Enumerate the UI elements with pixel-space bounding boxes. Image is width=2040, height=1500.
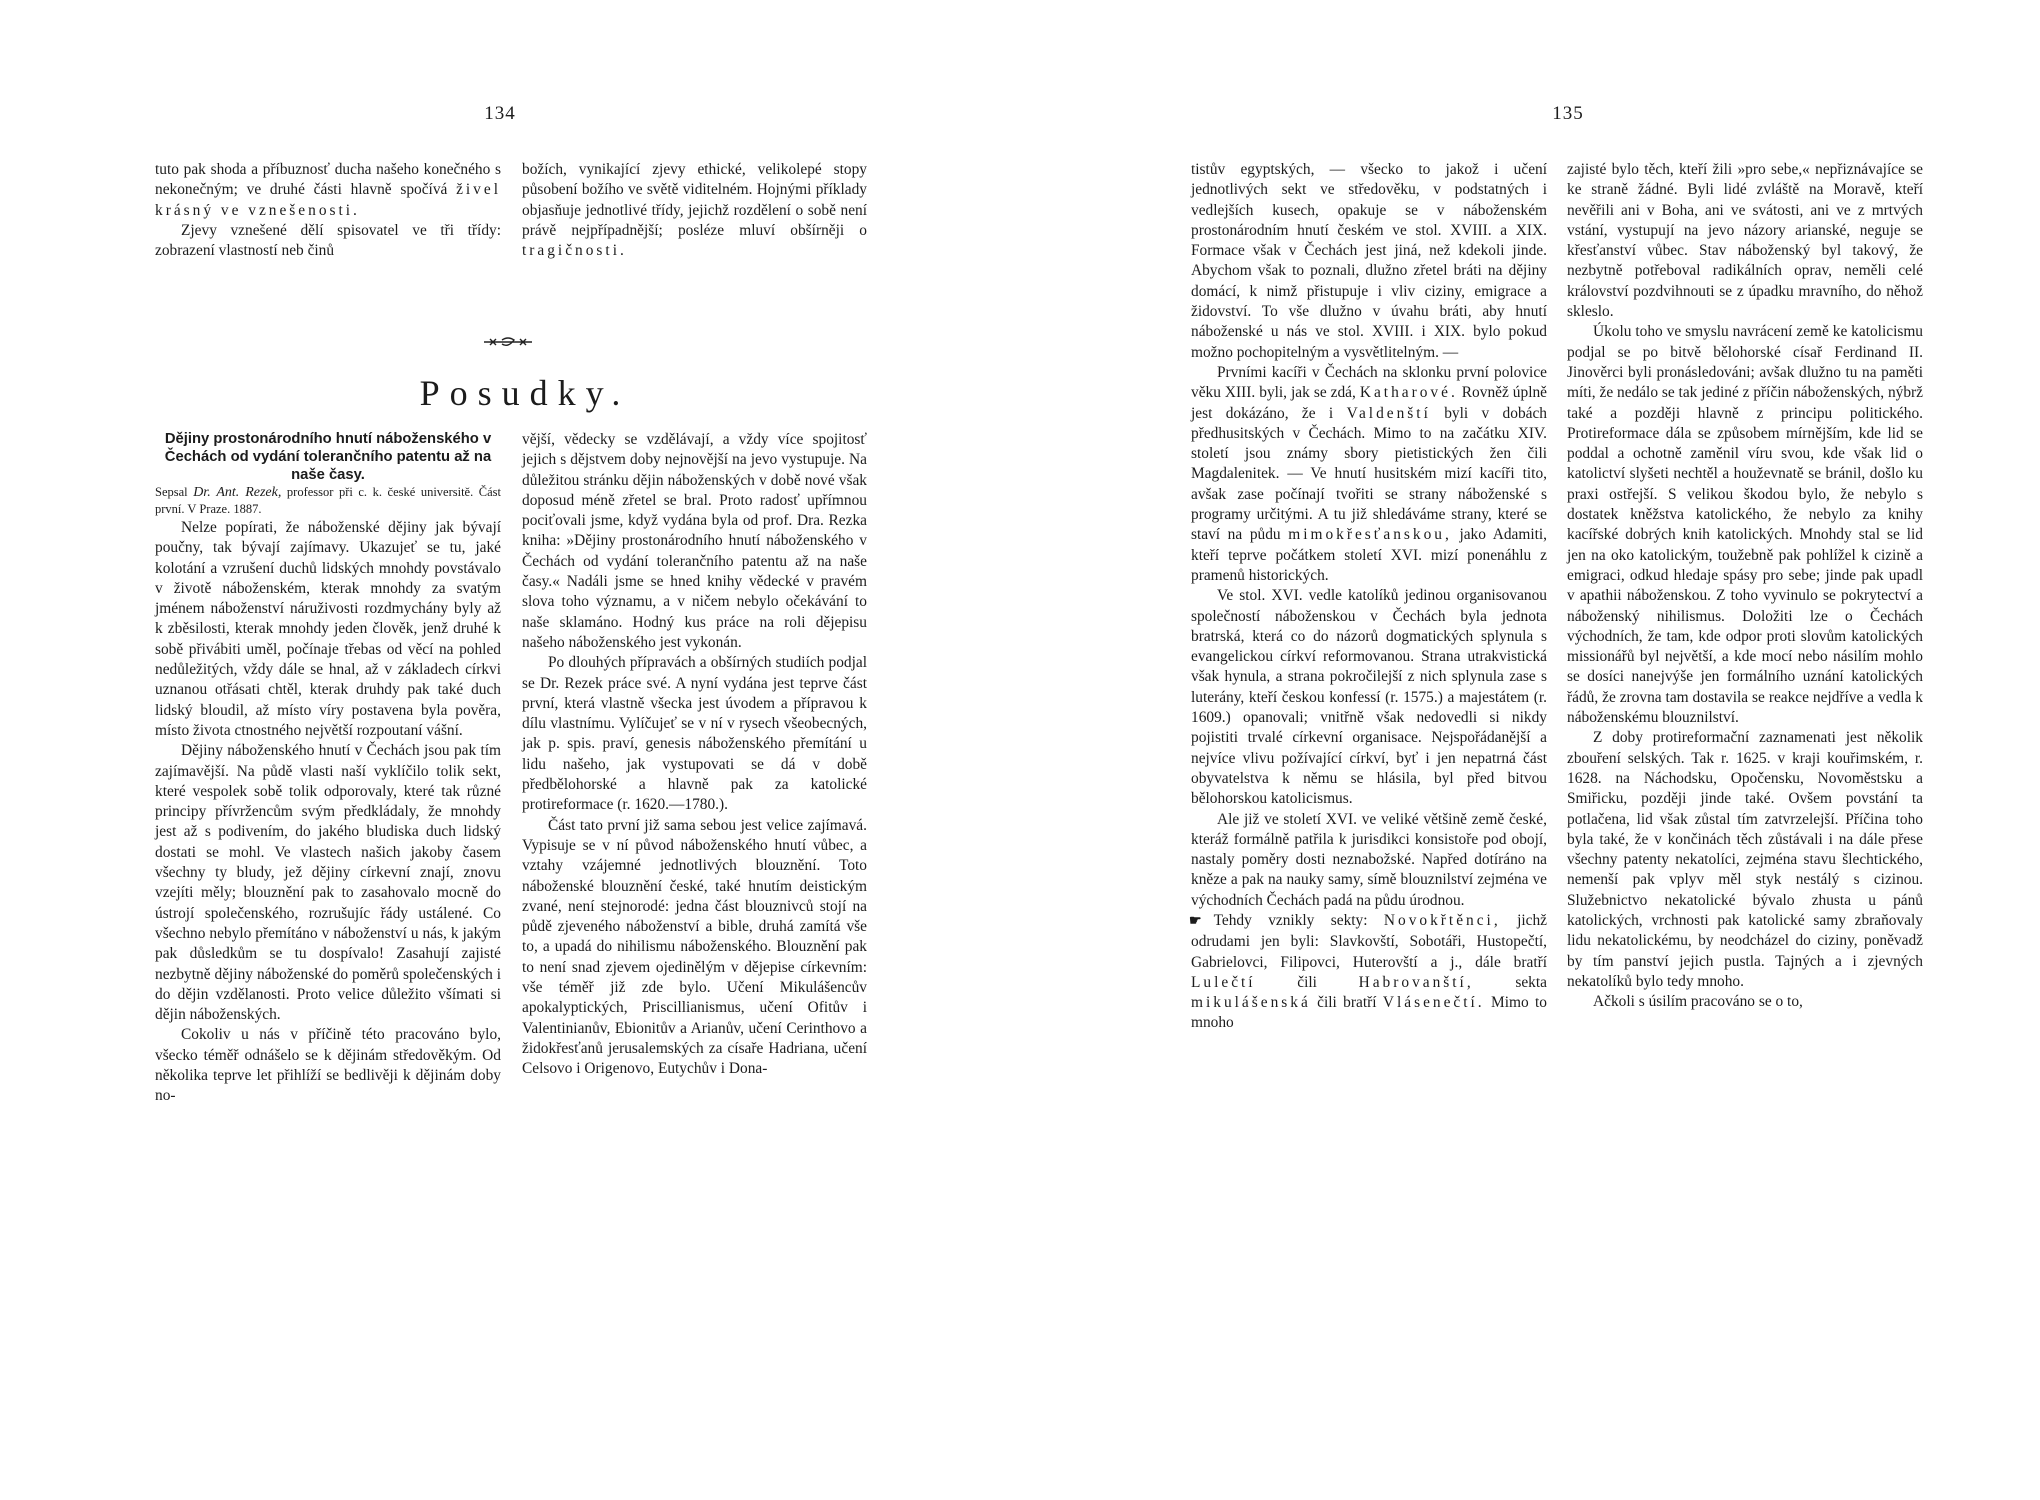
left-top-column-1: [155, 160, 501, 261]
paragraph: Ale již ve století XVI. ve veliké většině země české, kteráž formálně patřila k jurisdikci konsistoře pod obojí, nastaly poměry dosti neznabožské. Napřed dotíráno na kněze a pak na nauky samy, símě blouznilství zejména ve východních Čechách padá na půdu úrodnou.: [1191, 810, 1547, 909]
paragraph: Po dlouhých přípravách a obšírných studiích podjal se Dr. Rezek práce své. A nyní vydána jest teprve část první, která vlastně všecka jest úvodem a přípravou k dílu vlastnímu. Vylíčujeť se v ní v rysech všeobecných, jak p. spis. praví, genesis náboženského přemítání u lidu našeho, jak vystupovati se dá v době předbělohorské a hlavně pak za katolické protireformace (r. 1620.—1780.).: [522, 654, 867, 814]
paragraph: Ačkoli s úsilím pracováno se o to,: [1593, 993, 1803, 1011]
left-top-column-2: [522, 160, 867, 261]
pointing-hand-icon: ☛: [1189, 913, 1202, 929]
left-bottom-column-2: [522, 430, 867, 1080]
paragraph: Dějiny náboženského hnutí v Čechách jsou pak tím zajímavější. Na půdě vlasti naší vyklíčilo tolik sekt, které vespolek sobě tolik odporovaly, které tak různé principy přívržencům svým předkládaly, že mnohdy jest až s podivením, do jakého bludiska duch lidský dostati se mohl. Ve vlastech našich jakoby časem všechny ty bludy, jež dějiny církevní znají, znovu vzejíti měly; blouznění pak to zasahovalo mocně do ústrojí společenského, rozrušujíc řády ustálené. Co všechno nebylo přemítáno v náboženství u nás, k jakým pak důsledkům se tu dospívalo! Zasahují zajisté nezbytně dějiny náboženské do poměrů společenských i do dějin vzdělanosti. Proto velice důležito všímati si dějin náboženských.: [155, 742, 501, 1024]
left-bottom-column-1: [155, 430, 501, 1107]
intro-paragraph-2: Zjevy vznešené dělí spisovatel ve tři třídy: zobrazení vlastností neb činů: [155, 221, 501, 260]
paragraph: Cokoliv u nás v příčině této pracováno bylo, všecko téměř odnášelo se k dějinám středověkým. Od několika teprve let přihlíží se bedlivěji k dějinám doby no-: [155, 1026, 501, 1105]
review-title: Dějiny prostonárodního hnutí náboženského v Čechách od vydání tolerančního patentu až na naše časy.: [164, 431, 492, 483]
paragraph: Prvními kacíři v Čechách na sklonku první polovice věku XIII. byli, jak se zdá, Katharové. Rovněž úplně jest dokázáno, že i Valdenští byli v dobách předhusitských v Čechách. Mimo to na začátku XIV. století jsou známy sbory pietistických žen čili Magdalenitek. — Ve hnutí husitském mizí kacíři tito, avšak zase počínají tvořiti se strany náboženské s programy určitými. A tu již shledáváme strany, které se staví na půdu mimokřesťanskou, jako Adamiti, kteří teprve počátkem století XVI. mizí ponenáhlu z pramenů historických.: [1191, 363, 1547, 584]
ornament-divider: [482, 336, 534, 348]
section-heading: Posudky.: [419, 373, 631, 413]
paragraph: ☛ Tehdy vznikly sekty: Novokřtěnci, jichž odrudami jen byli: Slavkovští, Sobotáři, Hustopečtí, Gabrielovci, Filipovci, Huterovští a j., dále bratří Lulečtí čili Habrovanští, sekta mikulášenská čili bratří Vlásenečtí. Mimo to mnoho: [1189, 911, 1547, 1032]
review-meta: Sepsal Dr. Ant. Rezek, professor při c. k. české universitě. Část první. V Praze. 1887.: [155, 485, 501, 516]
paragraph: Úkolu toho ve smyslu navrácení země ke katolicismu podjal se po bitvě bělohorské císař Ferdinand II. Jinověrci byli pronásledováni; avšak dlužno tu na paměti míti, že nedálo se tak jediné z příčin náboženských, nýbrž také a později hlavně z principu politického. Protireformace dála se způsobem mírnějším, kde lid se poddal a ochotně zaměnil víru svou, kde však lid o katolictví slyšeti nechtěl a houževnatě se bránil, došlo ku praxi ostřejší. S velikou škodou bylo, že nebylo s dostatek kněžstva katolického, že nebylo za knihy kacířské dobrých knih katolických. Mnohdy stal se lid jen na oko katolickým, toužebně pak pohlížel k cizině a emigraci, odkud hledaje spásy pro sebe; jinde pak upadl v apathii náboženskou. Z toho vyvinulo se pokrytectví a náboženský nihilismus. Doložiti lze o Čechách východních, že tam, kde odpor proti slovům katolických missionářů byl největší, a kde mocí nebo násilím mohlo se dosíci nanejvýše jen formálního uznání katolických řádů, že zrovna tam dostavila se reakce nejdříve a vedla k náboženskému blouznilství.: [1567, 323, 1923, 727]
paragraph: Z doby protireformační zaznamenati jest několik zbouření selských. Tak r. 1625. v kraji kouřimském, r. 1628. na Náchodsku, Opočensku, Novoměstsku a Smiřicku, později jinde také. Ovšem povstání ta potlačena, lid však zůstal tím zatvrzelejší. Příčina toho byla také, že v končinách těch zůstávali i na dále přese všechny patenty nekatolíci, zejména stavu šlechtického, nemenší pak vplyv měl styk nestálý s cizinou. Služebnictvo nekatolické bývalo zhusta u pánů katolických, vrchnosti pak katolické samy zbraňovaly lidu nekatolickému, by neodcházel do ciziny, poněvadž by tím panství jejich pustla. Tajných a i zjevných nekatolíků bylo tedy mnoho.: [1567, 729, 1923, 990]
paragraph: Ve stol. XVI. vedle katolíků jedinou organisovanou společností náboženskou v Čechách byla jednota bratrská, která co do názorů dogmatických splynula s evangelickou církví reformovanou. Strana utrakvistická však hynula, a strana pokročilejší z nich splynula zase s luterány, kteří českou konfessí (r. 1575.) a majestátem (r. 1609.) opanovali; vnitřně však nedovedli si nikdy pojistiti trvalé církevní organisace. Nejspořádanější a nejvíce vlivu požívající církví, byť i jen nepatrná část obyvatelstva k němu se hlásila, byl před bitvou bělohorskou katolicismus.: [1191, 587, 1547, 808]
right-column-1: [1191, 160, 1547, 1034]
paragraph: tistův egyptských, — všecko to jakož i učení jednotlivých sekt ve středověku, v podstatných i vedlejších kusech, opakuje se v náboženském prostonárodním hnutí českém ve stol. XVIII. a XIX. Formace však v Čechách jest jiná, než kdekoli jinde. Abychom však to poznali, dlužno zřetel bráti na dějiny domácí, k nimž přistupuje i vliv ciziny, emigrace a židovství. To vše dlužno v úvahu bráti, aby hnutí náboženské u nás ve stol. XVIII. i XIX. bylo pokud možno pochopitelným a vysvětlitelným. —: [1191, 161, 1547, 361]
paragraph: Nelze popírati, že náboženské dějiny jak bývají poučny, tak bývají zajímavy. Ukazujeť se tu, jaké kolotání a vzrušení duchů lidských mnohdy povstávalo v životě náboženském, kterak mnohdy za svatým jménem náboženství náruživosti rozdmychány byly až k zběsilosti, kterak mnohdy jeden člověk, jenž druhé k sobě přivábiti uměl, počínaje třebas od věcí na pohled nedůležitých, vždy dále se hnal, až v základech církvi uznanou otřásati chtěl, kterak druhdy pak také duch lidský bloudil, až místo víry postavena byla pověra, místo života ctnostného největší rozpoutaní vášní.: [155, 519, 501, 739]
right-page: [1020, 0, 2040, 1500]
intro-paragraph-3: božích, vynikající zjevy ethické, velikolepé stopy působení božího ve světě viditelném. Hojnými příklady objasňuje jednotlivé třídy, jejichž rozdělení o sobě není právě nejpřípadnější; posléze mluví obšírněji o tragičnosti.: [522, 161, 867, 260]
paragraph: vější, vědecky se vzdělávají, a vždy více spojitosť jejich s dějstvem doby nejnovější na jevo vystupuje. Na důležitou stránku dějin náboženských v době nové však doposud méně zřetel se bral. Proto radosť upřímnou pociťovali jsme, když vydána byla od prof. Dra. Rezka kniha: »Dějiny prostonárodního hnutí náboženského v Čechách od vydání tolerančního patentu až na naše časy.« Nadáli jsme se hned knihy vědecké v pravém slova toho významu, a v ničem nebylo očekávání to naše sklamáno. Hodný kus práce na roli dějepisu našeho náboženského jest vykonán.: [522, 431, 867, 651]
paragraph: zajisté bylo těch, kteří žili »pro sebe,« nepřiznávajíce se ke straně žádné. Byli lidé zvláště na Moravě, kteří nevěřili ani v Boha, ani ve svátosti, ani ve z mrtvých vstání, vystupují na jevo názory arianské, neguje se křesťanství vůbec. Stav náboženský byl takový, že nezbytně potřeboval radikálních oprav, neměli celé království pozdvihnouti se z úpadku mravního, do něhož skleslo.: [1567, 161, 1923, 321]
intro-paragraph-1: tuto pak shoda a příbuznosť ducha našeho konečného s nekonečným; ve druhé části hlavně spočívá živel krásný ve vznešenosti.: [155, 161, 501, 219]
page-number-right: 135: [1552, 103, 1584, 124]
right-column-2: [1567, 160, 1923, 1012]
paragraph: Část tato první již sama sebou jest velice zajímavá. Vypisuje se v ní původ náboženského hnutí vůbec, a vztahy vzájemné jednotlivých blouznění. Toto náboženské blouznění české, také hnutím deistickým zvané, není stejnorodé: jedna část blouznivců stojí na půdě zjeveného náboženství a bible, druhá zamítá vše to, a upadá do nihilismu náboženského. Blouznění pak to není snad zjevem ojedinělým v dějepise církevním: vše téměř již zde bylo. Učení Mikulášencův apokalyptických, Priscillianismus, učení Ofitův i Valentinianův, Ebionitův a Arianův, učení Cerinthovo a židokřesťanů jerusalemských za císaře Hadriana, učení Celsovo i Origenovo, Eutychův i Dona-: [522, 816, 867, 1078]
review-author: Dr. Ant. Rezek,: [193, 485, 282, 500]
page-number-left: 134: [484, 103, 516, 124]
